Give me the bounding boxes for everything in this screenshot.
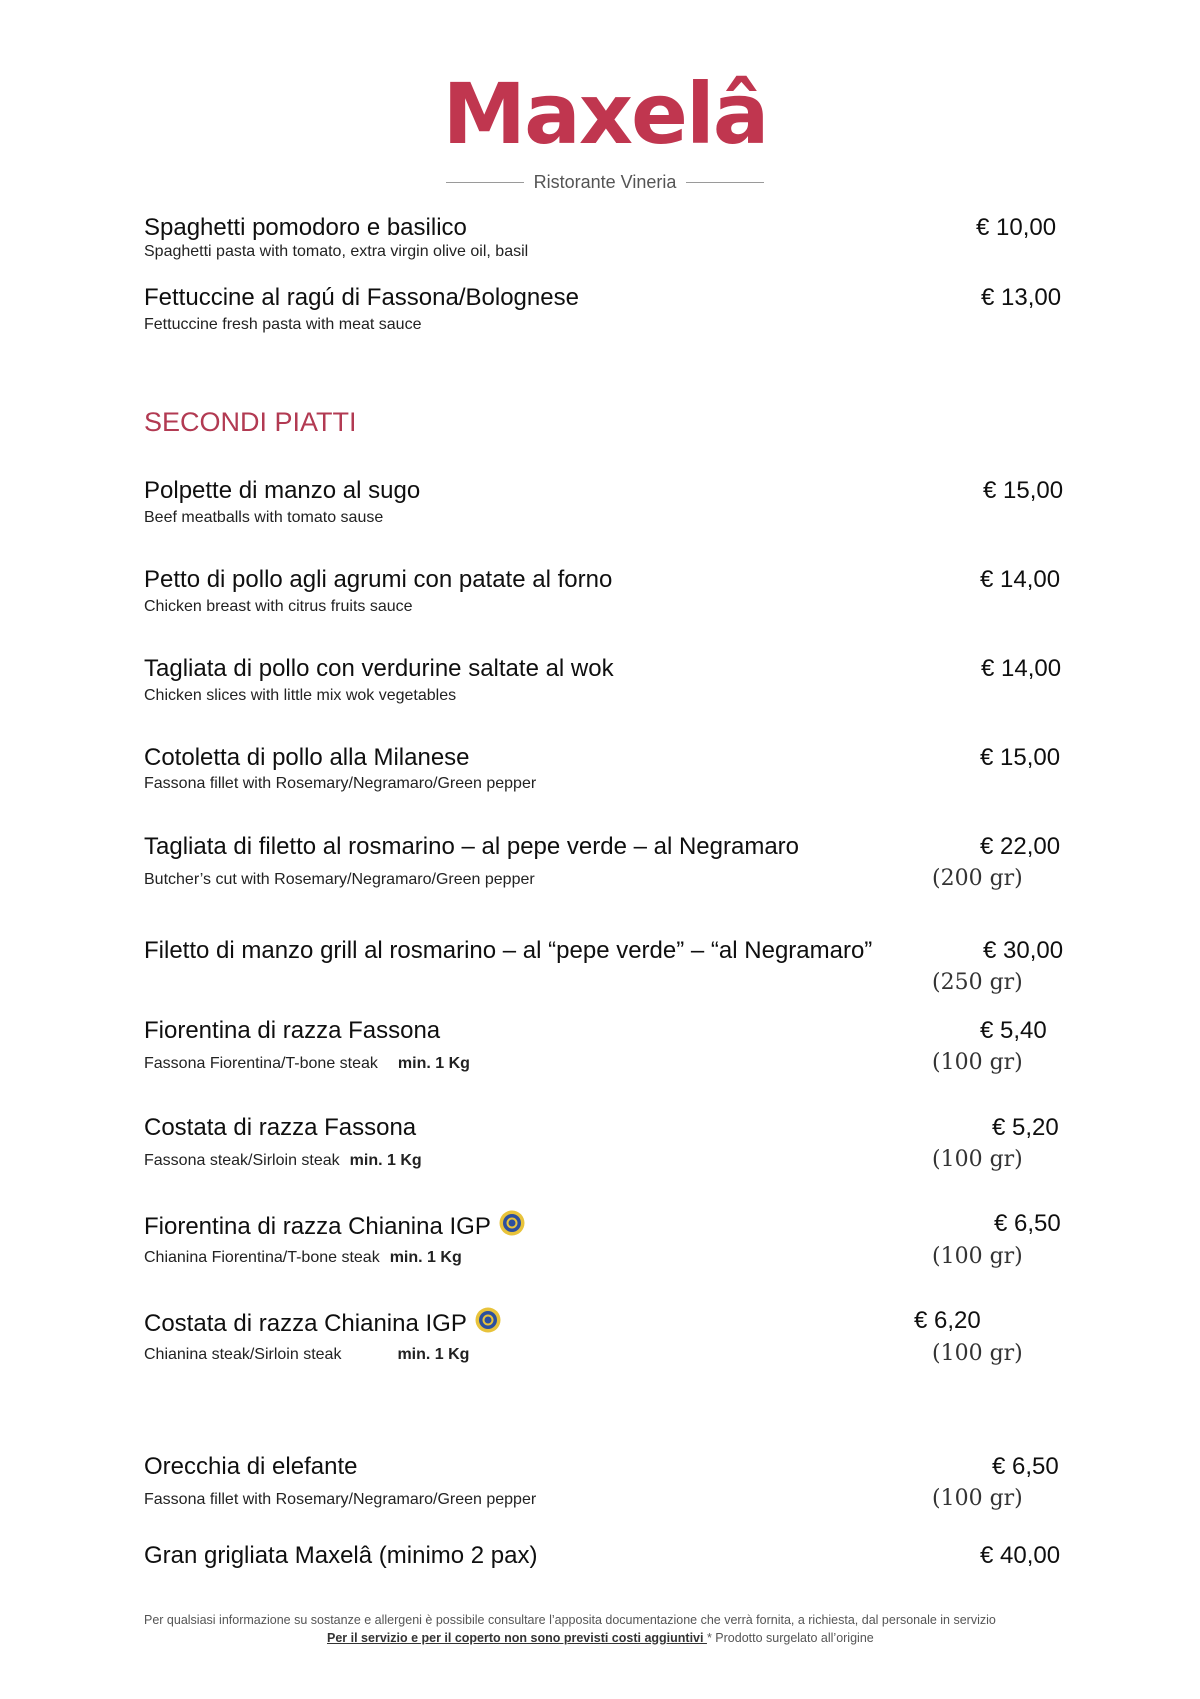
menu-item-price: € 30,00	[983, 937, 1064, 964]
menu-item-name: Tagliata di pollo con verdurine saltate al wok	[144, 655, 614, 682]
menu-item-weight: (100 gr)	[932, 1341, 1023, 1366]
menu-item-weight: (250 gr)	[932, 970, 1023, 995]
menu-item-desc: Fassona fillet with Rosemary/Negramaro/Green pepper	[144, 1491, 537, 1508]
menu-item-name-text: Fiorentina di razza Chianina IGP	[144, 1213, 491, 1240]
menu-item-name: Fettuccine al ragú di Fassona/Bolognese	[144, 284, 579, 311]
section-title: SECONDI PIATTI	[144, 407, 357, 437]
menu-item-name: Gran grigliata Maxelâ (minimo 2 pax)	[144, 1542, 538, 1569]
menu-item-weight: (100 gr)	[932, 1050, 1023, 1075]
menu-item-weight: (200 gr)	[932, 866, 1023, 891]
menu-item-price: € 22,00	[980, 833, 1061, 860]
menu-item-name: Tagliata di filetto al rosmarino – al pepe verde – al Negramaro	[144, 833, 800, 860]
menu-item-price: € 5,40	[980, 1017, 1047, 1044]
menu-item-weight: (100 gr)	[932, 1486, 1023, 1511]
menu-item-desc: Spaghetti pasta with tomato, extra virgin olive oil, basil	[144, 243, 529, 260]
menu-item-price: € 5,20	[992, 1114, 1059, 1141]
service-charge-note: Per il servizio e per il coperto non sono previsti costi aggiuntivi	[327, 1631, 707, 1645]
menu-item-desc: Chicken slices with little mix wok vegetables	[144, 687, 457, 704]
menu-item-name	[144, 1210, 525, 1241]
menu-item-weight: (100 gr)	[932, 1244, 1023, 1269]
menu-item-price: € 6,50	[992, 1453, 1059, 1480]
menu-item-price: € 40,00	[980, 1542, 1061, 1569]
min-weight-note: min. 1 Kg	[389, 1249, 462, 1266]
menu-item-desc-text: Chianina Fiorentina/T-bone steak	[144, 1249, 380, 1266]
menu-item-price: € 15,00	[980, 744, 1061, 771]
service-notice	[327, 1630, 874, 1646]
menu-item-name: Costata di razza Fassona	[144, 1114, 417, 1141]
igp-seal-icon	[475, 1307, 501, 1333]
menu-item-desc: Butcher’s cut with Rosemary/Negramaro/Green pepper	[144, 871, 535, 888]
menu-item-name-text: Costata di razza Chianina IGP	[144, 1310, 467, 1337]
menu-item-name: Polpette di manzo al sugo	[144, 477, 421, 504]
menu-item-price: € 14,00	[981, 655, 1062, 682]
menu-item-desc-text: Fassona Fiorentina/T-bone steak	[144, 1055, 378, 1072]
min-weight-note: min. 1 Kg	[397, 1055, 470, 1072]
menu-item-name: Fiorentina di razza Fassona	[144, 1017, 441, 1044]
menu-item-price: € 15,00	[983, 477, 1064, 504]
menu-item-price: € 6,50	[994, 1210, 1061, 1237]
allergen-notice: Per qualsiasi informazione su sostanze e allergeni è possibile consultare l’apposita documentazione che verrà fornita, a richiesta, dal personale in servizio	[144, 1613, 996, 1627]
menu-item-name: Petto di pollo agli agrumi con patate al forno	[144, 566, 613, 593]
menu-item-desc: Fassona fillet with Rosemary/Negramaro/Green pepper	[144, 775, 537, 792]
menu-item-price: € 14,00	[980, 566, 1061, 593]
menu-item-desc: Chicken breast with citrus fruits sauce	[144, 598, 413, 615]
menu-item-name: Cotoletta di pollo alla Milanese	[144, 744, 470, 771]
logo-divider-right	[686, 182, 764, 183]
menu-item-desc	[144, 1151, 422, 1171]
menu-item-desc	[144, 1248, 462, 1268]
menu-item-name: Spaghetti pomodoro e basilico	[144, 214, 467, 241]
menu-item-desc-text: Fassona steak/Sirloin steak	[144, 1152, 340, 1169]
menu-item-desc	[144, 1054, 470, 1074]
menu-item-desc-text: Chianina steak/Sirloin steak	[144, 1346, 342, 1363]
restaurant-logo: Maxelâ	[442, 65, 768, 163]
logo-divider-left	[446, 182, 524, 183]
menu-item-name: Filetto di manzo grill al rosmarino – al “pepe verde” – “al Negramaro”	[144, 937, 873, 964]
min-weight-note: min. 1 Kg	[397, 1346, 470, 1363]
min-weight-note: min. 1 Kg	[349, 1152, 422, 1169]
menu-item-desc: Beef meatballs with tomato sause	[144, 509, 384, 526]
menu-item-name	[144, 1307, 501, 1338]
menu-item-desc	[144, 1345, 469, 1365]
menu-item-price: € 13,00	[981, 284, 1062, 311]
logo-subtitle: Ristorante Vineria	[533, 172, 677, 192]
menu-item-name: Orecchia di elefante	[144, 1453, 358, 1480]
menu-item-desc: Fettuccine fresh pasta with meat sauce	[144, 316, 422, 333]
igp-seal-icon	[499, 1210, 525, 1236]
menu-item-price: € 6,20	[914, 1307, 981, 1334]
menu-item-price: € 10,00	[976, 214, 1057, 241]
menu-item-weight: (100 gr)	[932, 1147, 1023, 1172]
frozen-product-note: * Prodotto surgelato all’origine	[706, 1631, 874, 1645]
